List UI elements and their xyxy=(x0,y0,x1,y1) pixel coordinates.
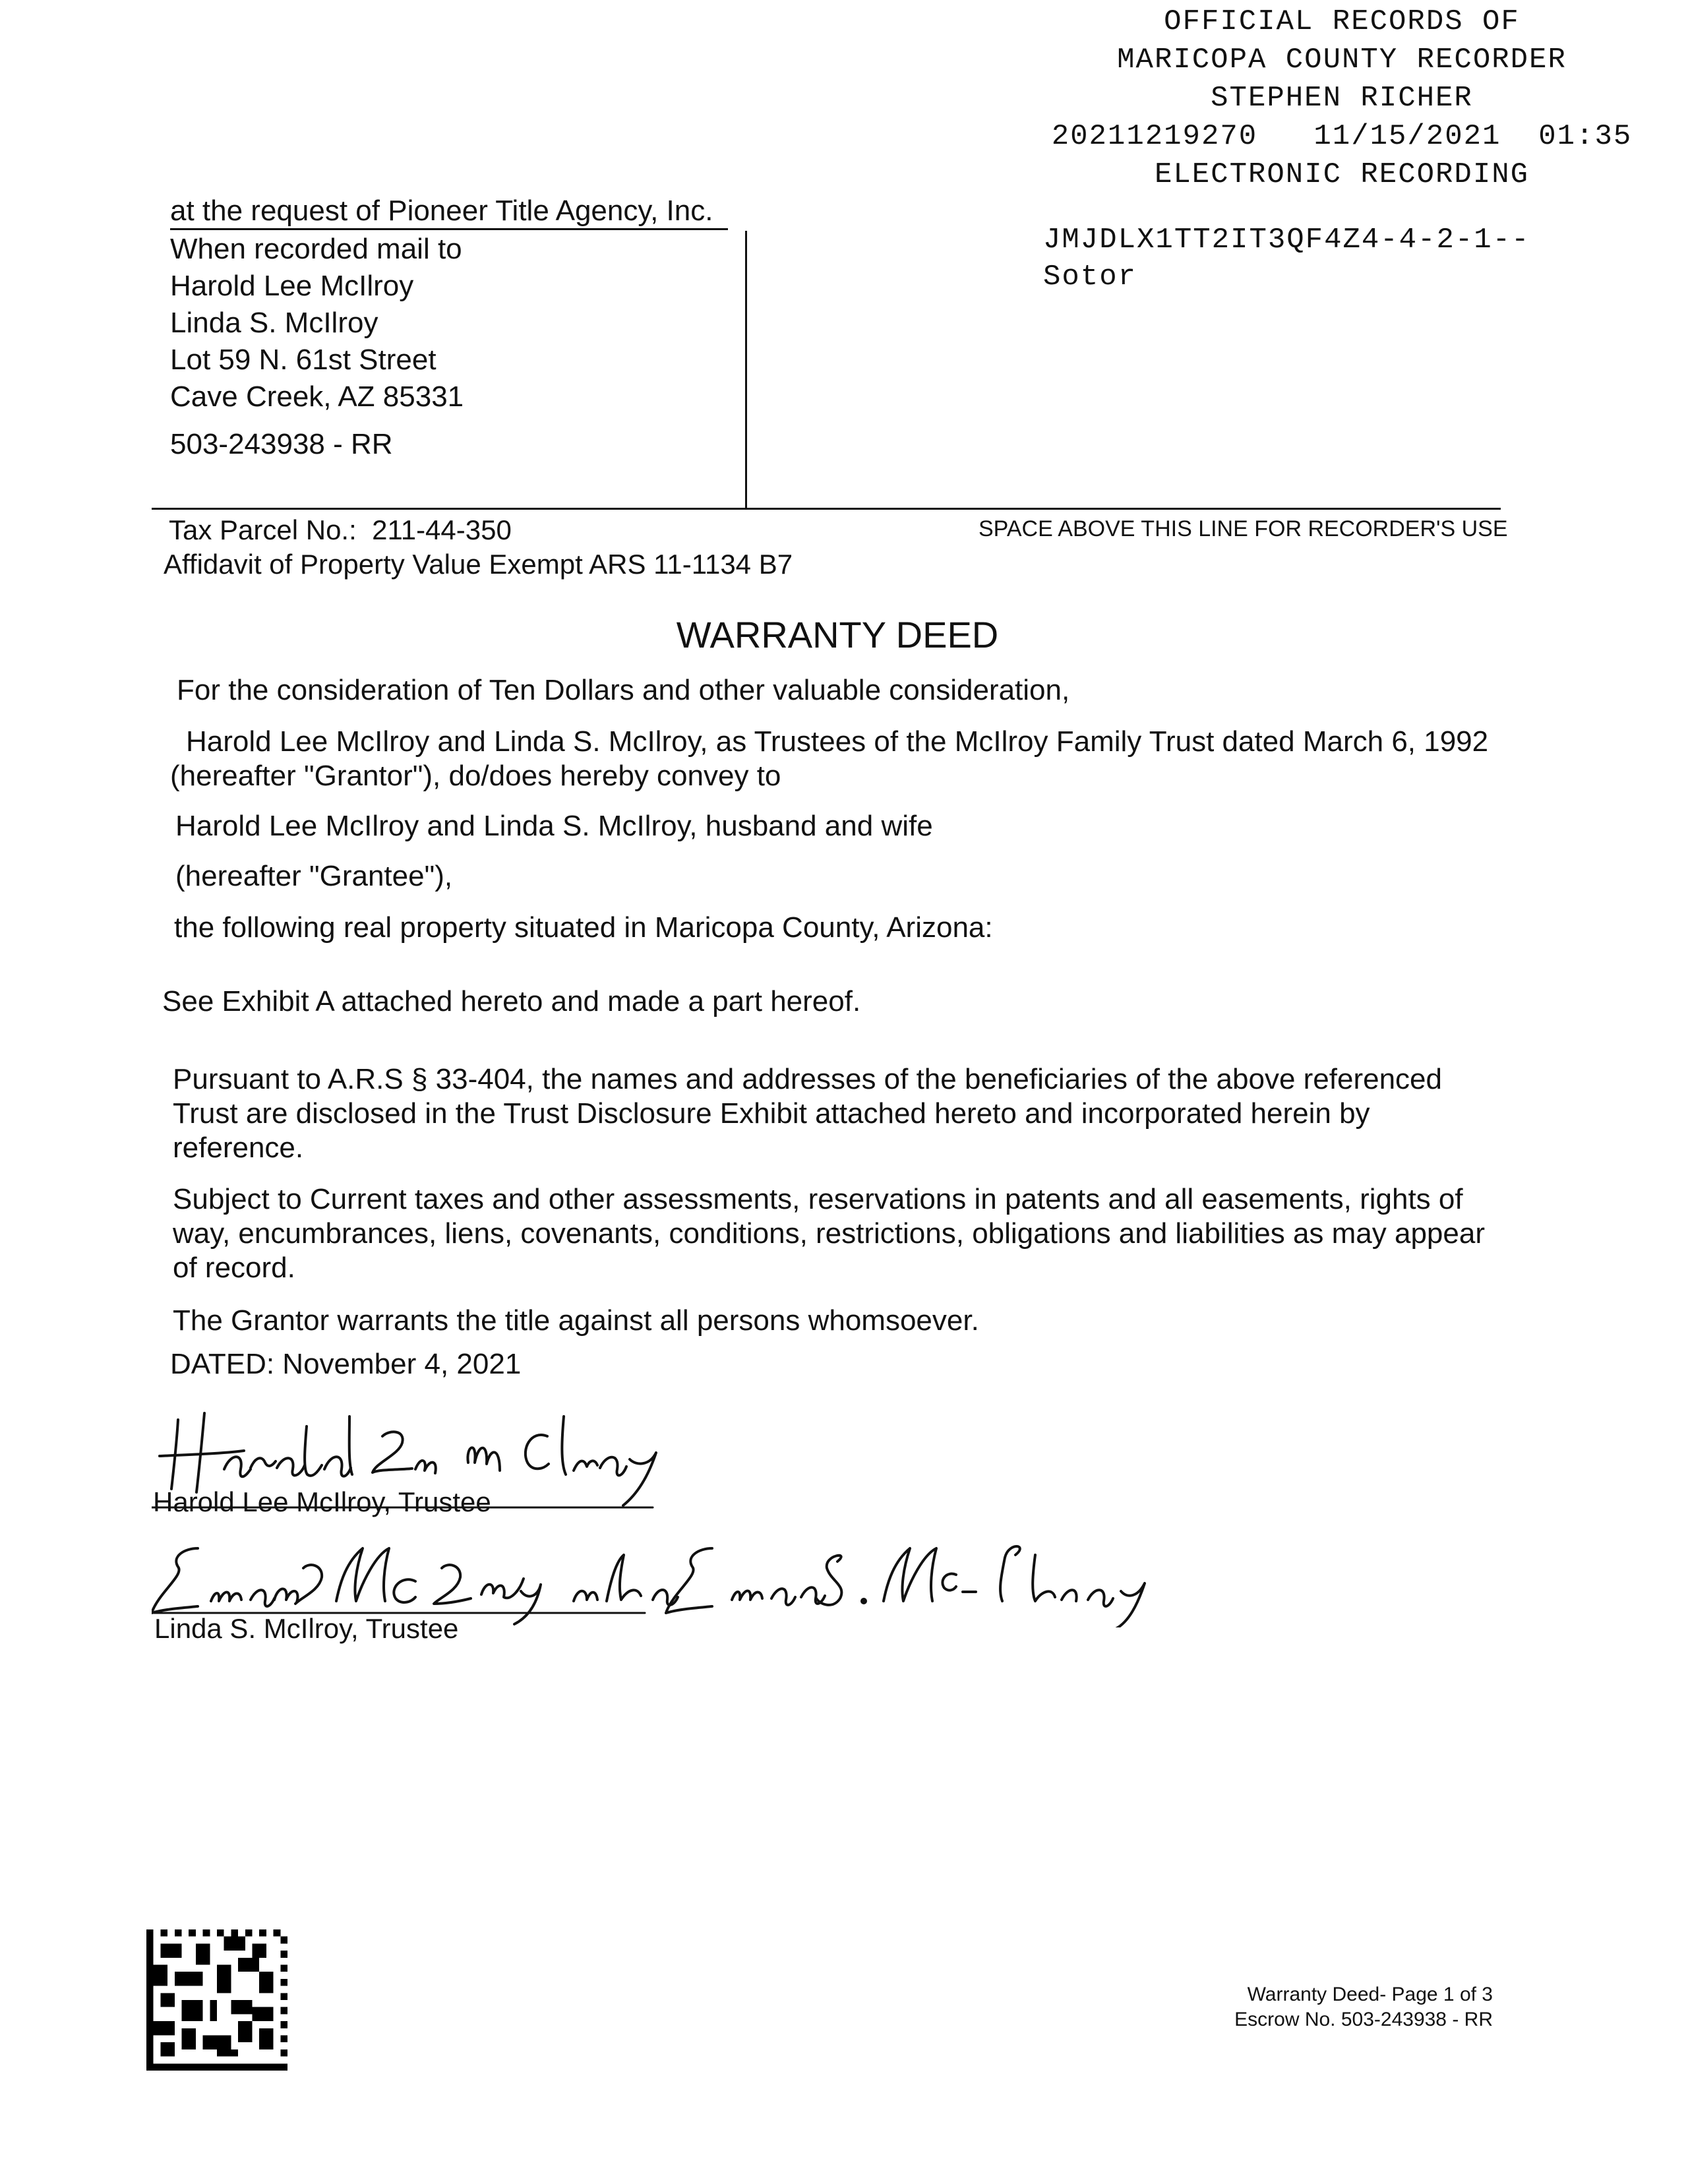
pursuant-paragraph: Pursuant to A.R.S § 33-404, the names and addresses of the beneficiaries of the above referenced xyxy=(173,1063,1442,1095)
stamp-line: MARICOPA COUNTY RECORDER xyxy=(1117,44,1567,76)
recording-code-id: JMJDLX1TT2IT3QF4Z4-4-2-1-- xyxy=(1043,224,1530,257)
mail-to-heading: When recorded mail to xyxy=(170,233,462,265)
subject-paragraph: of record. xyxy=(173,1252,295,1284)
pursuant-paragraph: Trust are disclosed in the Trust Disclosure Exhibit attached hereto and incorporated herein by xyxy=(173,1097,1370,1130)
property-paragraph: the following real property situated in Maricopa County, Arizona: xyxy=(174,911,993,944)
subject-paragraph: Subject to Current taxes and other assessments, reservations in patents and all easements, rights of xyxy=(173,1183,1463,1215)
mail-to-escrow: 503-243938 - RR xyxy=(170,428,393,460)
recording-code xyxy=(1043,222,1530,295)
stamp-line: STEPHEN RICHER xyxy=(1211,82,1473,115)
mail-to-city: Cave Creek, AZ 85331 xyxy=(170,380,464,413)
subject-paragraph: way, encumbrances, liens, covenants, conditions, restrictions, obligations and liabilities as may appear xyxy=(173,1217,1485,1250)
mail-to-street: Lot 59 N. 61st Street xyxy=(170,344,437,376)
warranty-paragraph: The Grantor warrants the title against all persons whomsoever. xyxy=(173,1304,979,1337)
barcode-icon xyxy=(146,1929,287,2071)
exhibit-paragraph: See Exhibit A attached hereto and made a part hereof. xyxy=(162,985,861,1017)
grantor-paragraph: (hereafter "Grantor"), do/does hereby convey to xyxy=(170,760,781,792)
stamp-line: OFFICIAL RECORDS OF xyxy=(1164,5,1520,38)
recorder-use-label: SPACE ABOVE THIS LINE FOR RECORDER'S USE xyxy=(979,516,1508,541)
pursuant-paragraph: reference. xyxy=(173,1132,304,1164)
page-footer xyxy=(1234,1982,1493,2032)
page-number: Warranty Deed- Page 1 of 3 xyxy=(1247,1984,1493,2005)
grantee-note: (hereafter "Grantee"), xyxy=(175,860,453,892)
recorder-stamp xyxy=(1015,3,1668,194)
document-title-text: WARRANTY DEED xyxy=(676,614,999,655)
recorder-divider xyxy=(152,508,1501,510)
mail-to-box xyxy=(152,231,747,508)
affidavit-exemption: Affidavit of Property Value Exempt ARS 11-1134 B7 xyxy=(164,549,793,580)
linda-signer-name: Linda S. McIlroy, Trustee xyxy=(154,1613,459,1644)
tax-parcel: Tax Parcel No.: 211-44-350 xyxy=(169,514,512,545)
footer-escrow: Escrow No. 503-243938 - RR xyxy=(1234,2009,1493,2030)
request-line: at the request of Pioneer Title Agency, Inc. xyxy=(170,194,728,230)
recording-code-name: Sotor xyxy=(1043,260,1137,293)
grantee-paragraph: Harold Lee McIlroy and Linda S. McIlroy, husband and wife xyxy=(175,810,933,842)
mail-to-name: Harold Lee McIlroy xyxy=(170,270,414,302)
consideration-paragraph: For the consideration of Ten Dollars and other valuable consideration, xyxy=(177,674,1070,706)
harold-signer-name: Harold Lee McIlroy, Trustee xyxy=(153,1486,491,1517)
recording-number: 20211219270 11/15/2021 01:35 xyxy=(1051,120,1633,153)
document-title xyxy=(0,613,1688,657)
dated-line: DATED: November 4, 2021 xyxy=(170,1348,522,1380)
grantor-paragraph: Harold Lee McIlroy and Linda S. McIlroy, as Trustees of the McIlroy Family Trust dated March 6, 1992 xyxy=(186,725,1489,758)
stamp-line: ELECTRONIC RECORDING xyxy=(1154,158,1530,191)
mail-to-name: Linda S. McIlroy xyxy=(170,307,378,339)
